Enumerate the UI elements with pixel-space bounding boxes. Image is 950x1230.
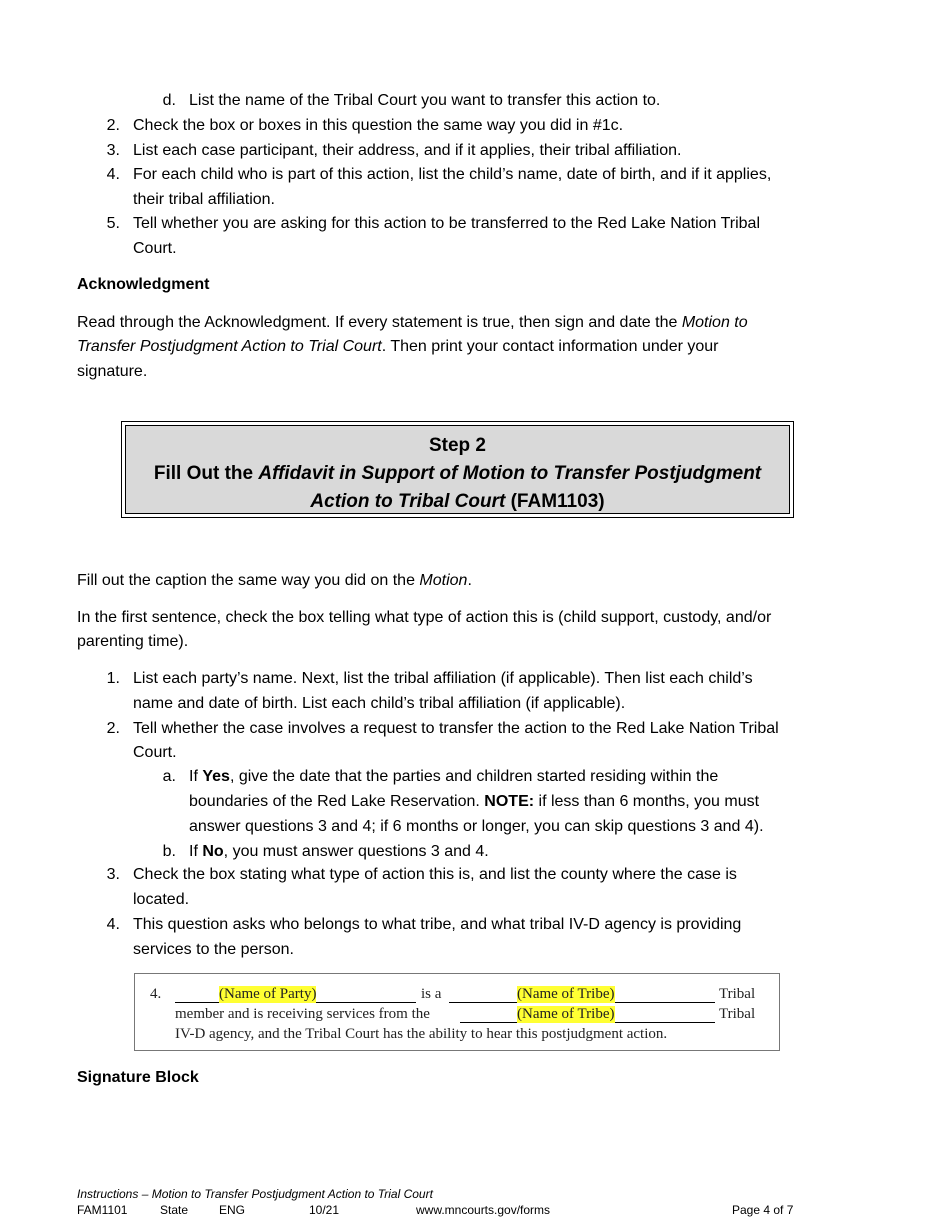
list-item-text: List each party’s name. Next, list the tribal affiliation (if applicable). Then list each child’s: [133, 670, 753, 687]
caption-paragraph: [77, 572, 472, 590]
emphasis-yes: Yes: [202, 768, 230, 785]
name-of-party-placeholder: (Name of Party): [219, 986, 317, 1002]
list-text: , you must answer questions 3 and 4.: [223, 843, 489, 860]
first-sentence-paragraph-line: In the first sentence, check the box telling what type of action this is (child support, custody, and/or: [77, 609, 772, 626]
step-2-subtitle-line: [126, 488, 789, 516]
list-text: boundaries of the Red Lake Reservation.: [189, 793, 485, 810]
list-item-text: [189, 843, 489, 861]
list-item-text: Tell whether the case involves a request to transfer the action to the Red Lake Nation Tribal: [133, 720, 779, 737]
step-2-form-code: (FAM1103): [505, 491, 605, 512]
list-item-text: List the name of the Tribal Court you want to transfer this action to.: [189, 92, 661, 109]
footer-form-id: FAM1101: [77, 1203, 128, 1217]
acknowledgment-text-line: signature.: [77, 363, 148, 380]
list-item-text: Tell whether you are asking for this action to be transferred to the Red Lake Nation Tribal: [133, 215, 761, 232]
list-marker: b.: [162, 843, 176, 860]
list-item-text: answer questions 3 and 4; if 6 months or longer, you can skip questions 3 and 4).: [189, 818, 764, 835]
step-2-form-title: Affidavit in Support of Motion to Transfer Postjudgment: [258, 463, 762, 484]
acknowledgment-text: Read through the Acknowledgment. If every statement is true, then sign and date the: [77, 314, 682, 331]
sample-text: Tribal: [719, 1006, 756, 1022]
list-text: if less than 6 months, you must: [534, 793, 760, 810]
form-title-italic: Transfer Postjudgment Action to Trial Court: [77, 338, 382, 355]
name-of-tribe-placeholder: (Name of Tribe): [517, 986, 615, 1002]
list-item-text: [189, 793, 759, 811]
list-item-text: This question asks who belongs to what tribe, and what tribal IV-D agency is providing: [133, 916, 742, 933]
footer-revision: 10/21: [309, 1203, 340, 1217]
acknowledgment-heading: Acknowledgment: [77, 276, 210, 293]
step-2-box-inner: [125, 425, 790, 514]
list-item-text: located.: [133, 891, 190, 908]
sample-text: IV-D agency, and the Tribal Court has the ability to hear this postjudgment action.: [175, 1026, 668, 1042]
footer-language: ENG: [219, 1203, 246, 1217]
list-item-text: services to the person.: [133, 941, 294, 958]
list-marker: 3.: [106, 142, 120, 159]
list-item-text: Check the box or boxes in this question the same way you did in #1c.: [133, 117, 624, 134]
list-marker: 2.: [106, 117, 120, 134]
step-2-title: Step 2: [428, 435, 487, 456]
sample-form-excerpt: [134, 973, 780, 1051]
emphasis-no: No: [202, 843, 224, 860]
step-2-box: [121, 421, 794, 518]
list-item-text: Court.: [133, 744, 177, 761]
sample-text: member and is receiving services from the: [175, 1006, 430, 1022]
step-2-form-title: Action to Tribal Court: [310, 491, 506, 512]
list-text: , give the date that the parties and children started residing within the: [229, 768, 719, 785]
name-of-tribe-placeholder: (Name of Tribe): [517, 1006, 615, 1022]
paragraph-text: Fill out the caption the same way you did on the: [77, 572, 420, 589]
list-item-text: their tribal affiliation.: [133, 191, 275, 208]
acknowledgment-text-line: [77, 338, 719, 356]
list-text: If: [189, 768, 203, 785]
acknowledgment-text-line: [77, 314, 748, 332]
footer-url[interactable]: www.mncourts.gov/forms: [416, 1203, 551, 1217]
step-2-subtitle-line: [126, 460, 789, 488]
list-marker: 3.: [106, 866, 120, 883]
footer-title: Instructions – Motion to Transfer Postjudgment Action to Trial Court: [77, 1187, 433, 1201]
first-sentence-paragraph-line: parenting time).: [77, 633, 189, 650]
emphasis-note: NOTE:: [484, 793, 535, 810]
form-title-italic: Motion: [419, 572, 468, 589]
list-text: If: [189, 843, 203, 860]
list-item-text: For each child who is part of this action, list the child’s name, date of birth, and if it applies,: [133, 166, 772, 183]
form-title-italic: Motion to: [681, 314, 748, 331]
list-item-text: List each case participant, their address, and if it applies, their tribal affiliation.: [133, 142, 682, 159]
acknowledgment-text: . Then print your contact information under your: [381, 338, 719, 355]
list-marker: 4.: [106, 916, 120, 933]
list-item-text: name and date of birth. List each child’s tribal affiliation (if applicable).: [133, 695, 626, 712]
footer-page-number: Page 4 of 7: [732, 1203, 794, 1217]
signature-block-heading: Signature Block: [77, 1069, 199, 1086]
list-marker: d.: [162, 92, 176, 109]
step-2-text: Fill Out the: [153, 463, 259, 484]
list-marker: 4.: [106, 166, 120, 183]
list-marker: 1.: [106, 670, 120, 687]
paragraph-text: .: [467, 572, 472, 589]
sample-text: Tribal: [719, 986, 756, 1002]
footer-jurisdiction: State: [160, 1203, 189, 1217]
list-marker: 2.: [106, 720, 120, 737]
list-item-text: Court.: [133, 240, 177, 257]
list-item-text: [189, 768, 718, 786]
sample-text: is a: [421, 986, 442, 1002]
sample-question-number: 4.: [150, 986, 162, 1002]
list-marker: a.: [162, 768, 176, 785]
list-item-text: Check the box stating what type of action this is, and list the county where the case is: [133, 866, 737, 883]
list-marker: 5.: [106, 215, 120, 232]
